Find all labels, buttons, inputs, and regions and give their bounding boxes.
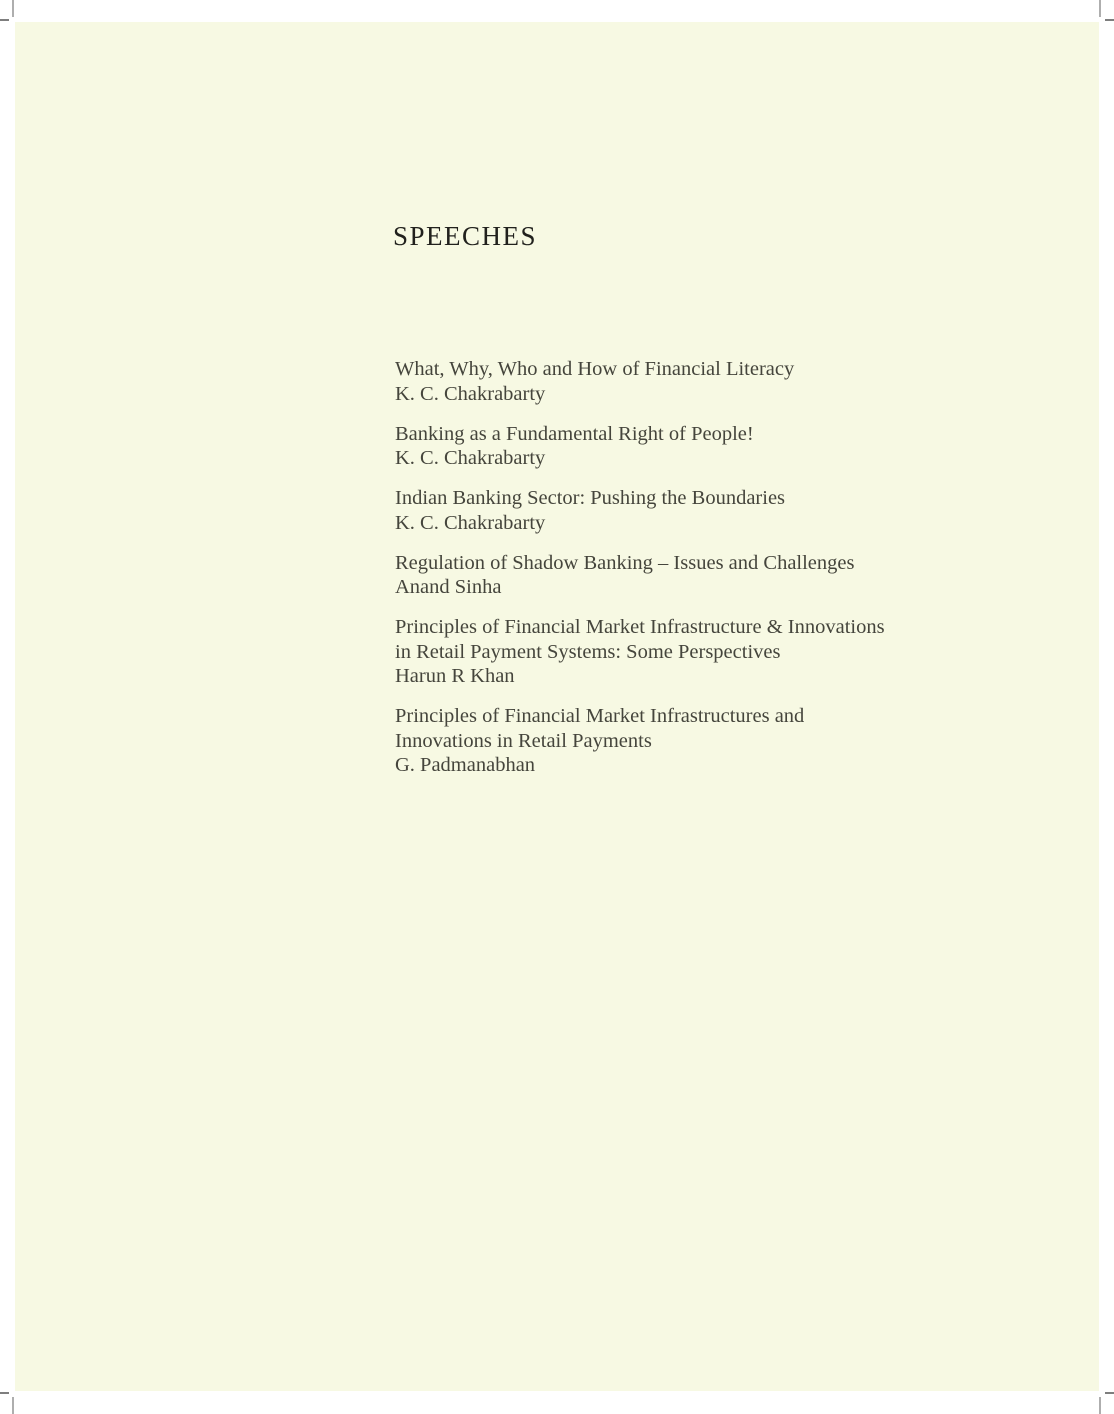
- speech-list: [395, 357, 885, 793]
- speech-author: G. Padmanabhan: [395, 754, 536, 776]
- speech-item: [395, 615, 885, 689]
- crop-mark-bottom-right-horizontal: [1105, 1392, 1114, 1394]
- speech-title-line: Principles of Financial Market Infrastructures and: [395, 705, 805, 727]
- speech-item: [395, 551, 885, 600]
- speech-title-line: Innovations in Retail Payments: [395, 729, 652, 752]
- speech-author: K. C. Chakrabarty: [395, 382, 546, 405]
- speech-title-line: Banking as a Fundamental Right of People!: [395, 422, 754, 445]
- speech-title-line: in Retail Payment Systems: Some Perspectives: [395, 640, 781, 663]
- crop-mark-top-right-vertical: [1099, 0, 1101, 17]
- speech-author: Harun R Khan: [395, 665, 515, 687]
- speech-title-line: Principles of Financial Market Infrastructure & Innovations: [395, 616, 885, 638]
- crop-mark-bottom-right-vertical: [1099, 1397, 1101, 1414]
- speech-title-line: Regulation of Shadow Banking – Issues and Challenges: [395, 551, 855, 574]
- crop-mark-top-left-horizontal: [0, 19, 9, 21]
- crop-mark-top-right-horizontal: [1105, 19, 1114, 21]
- speech-author: Anand Sinha: [395, 576, 502, 598]
- speech-item: [395, 422, 885, 471]
- document-page: [15, 22, 1099, 1391]
- crop-mark-top-left-vertical: [12, 0, 14, 17]
- speech-title-line: Indian Banking Sector: Pushing the Boundaries: [395, 487, 786, 509]
- crop-mark-bottom-left-vertical: [12, 1397, 14, 1414]
- speech-item: [395, 357, 885, 406]
- speech-author: K. C. Chakrabarty: [395, 511, 546, 534]
- speech-item: [395, 704, 885, 778]
- crop-mark-bottom-left-horizontal: [0, 1392, 9, 1394]
- speech-title-line: What, Why, Who and How of Financial Literacy: [395, 358, 795, 380]
- page-title: SPEECHES: [393, 221, 538, 251]
- speech-author: K. C. Chakrabarty: [395, 447, 546, 469]
- speech-item: [395, 486, 885, 535]
